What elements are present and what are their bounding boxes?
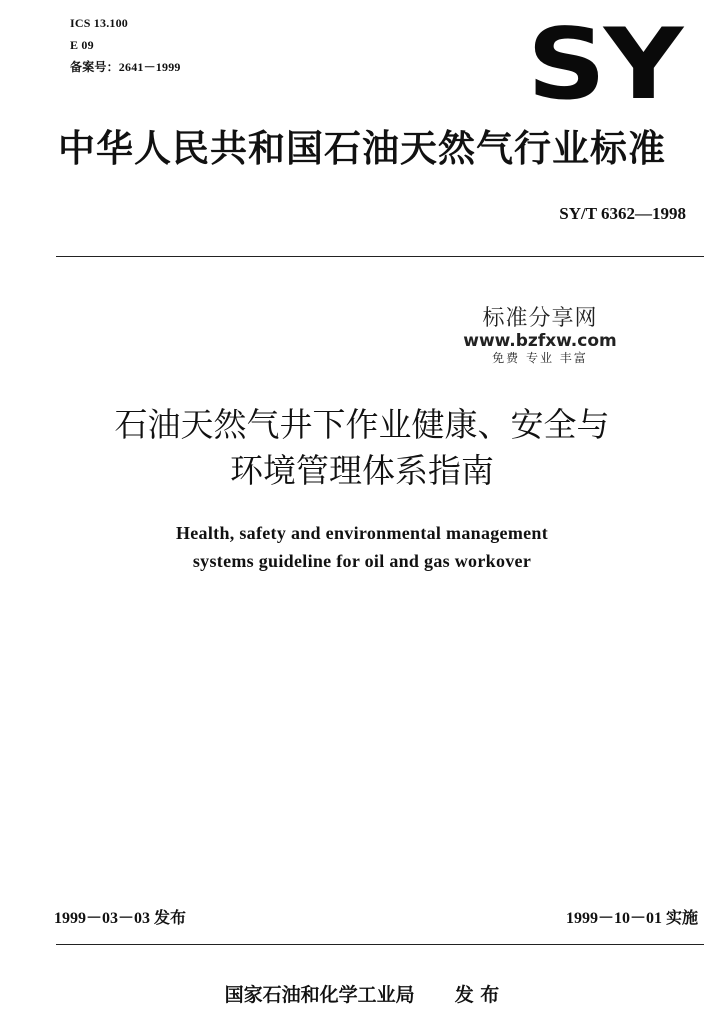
watermark-slogan: 免费 专业 丰富: [492, 351, 588, 365]
ics-code: ICS 13.100: [70, 16, 129, 30]
document-title-line-2: 环境管理体系指南: [230, 451, 494, 490]
standard-number: SY/T 6362—1998: [559, 204, 686, 223]
watermark-url: www.bzfxw.com: [463, 331, 617, 351]
issuer-block: [0, 982, 724, 1008]
header-divider: [56, 256, 704, 257]
issue-date: 1999－03－03 发布: [54, 910, 187, 927]
english-title-line-2: systems guideline for oil and gas workover: [192, 551, 532, 571]
effective-date: 1999－10－01 实施: [565, 910, 698, 927]
sy-logo: SY: [526, 8, 682, 122]
footer-divider: [56, 944, 704, 945]
issuer-name: 国家石油和化学工业局: [224, 984, 415, 1006]
english-title-line-1: Health, safety and environmental management: [175, 523, 549, 543]
header-title: 中华人民共和国石油天然气行业标准: [58, 127, 666, 170]
document-title-line-1: 石油天然气井下作业健康、安全与: [114, 405, 610, 444]
category-code: E 09: [70, 38, 94, 52]
watermark-site-name: 标准分享网: [482, 306, 598, 331]
issuer-action: 发 布: [454, 984, 500, 1006]
filing-number: 备案号：2641－1999: [70, 60, 181, 74]
